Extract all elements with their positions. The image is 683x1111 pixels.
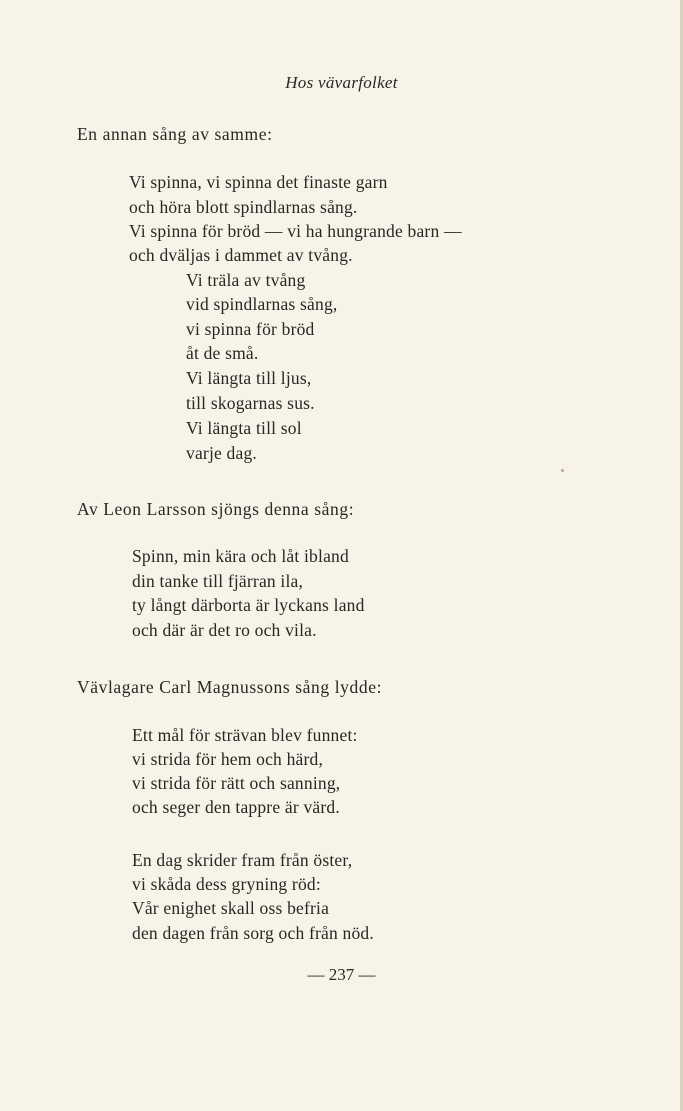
verse-line: den dagen från sorg och från nöd.	[132, 923, 374, 943]
refrain-line: Vi längta till sol	[186, 418, 302, 438]
verse-line: Vi spinna för bröd — vi ha hungrande barn —	[129, 221, 462, 241]
section-intro: Vävlagare Carl Magnussons sång lydde:	[77, 677, 383, 697]
refrain-line: Vi längta till ljus,	[186, 368, 312, 388]
verse-line: vi strida för hem och härd,	[132, 749, 324, 769]
verse-line: Vi spinna, vi spinna det finaste garn	[129, 172, 388, 192]
running-header: Hos vävarfolket	[285, 73, 398, 92]
refrain-line: åt de små.	[186, 343, 259, 363]
refrain-line: vid spindlarnas sång,	[186, 294, 338, 314]
paper-speck	[561, 469, 564, 472]
verse-line: din tanke till fjärran ila,	[132, 571, 304, 591]
section-intro: Av Leon Larsson sjöngs denna sång:	[77, 499, 355, 519]
verse-line: och seger den tappre är värd.	[132, 797, 340, 817]
refrain-line: Vi träla av tvång	[186, 270, 306, 290]
page-number: — 237 —	[307, 965, 376, 984]
section-intro: En annan sång av samme:	[77, 124, 273, 144]
verse-line: och där är det ro och vila.	[132, 620, 317, 640]
refrain-line: vi spinna för bröd	[186, 319, 315, 339]
verse-line: och höra blott spindlarnas sång.	[129, 197, 358, 217]
verse-line: vi strida för rätt och sanning,	[132, 773, 341, 793]
verse-line: vi skåda dess gryning röd:	[132, 874, 321, 894]
verse-line: Spinn, min kära och låt ibland	[132, 546, 349, 566]
verse-line: ty långt därborta är lyckans land	[132, 595, 365, 615]
verse-line: Ett mål för strävan blev funnet:	[132, 725, 358, 745]
refrain-line: till skogarnas sus.	[186, 393, 315, 413]
verse-line: och dväljas i dammet av tvång.	[129, 245, 353, 265]
refrain-line: varje dag.	[186, 443, 257, 463]
verse-line: Vår enighet skall oss befria	[132, 898, 330, 918]
verse-line: En dag skrider fram från öster,	[132, 850, 353, 870]
